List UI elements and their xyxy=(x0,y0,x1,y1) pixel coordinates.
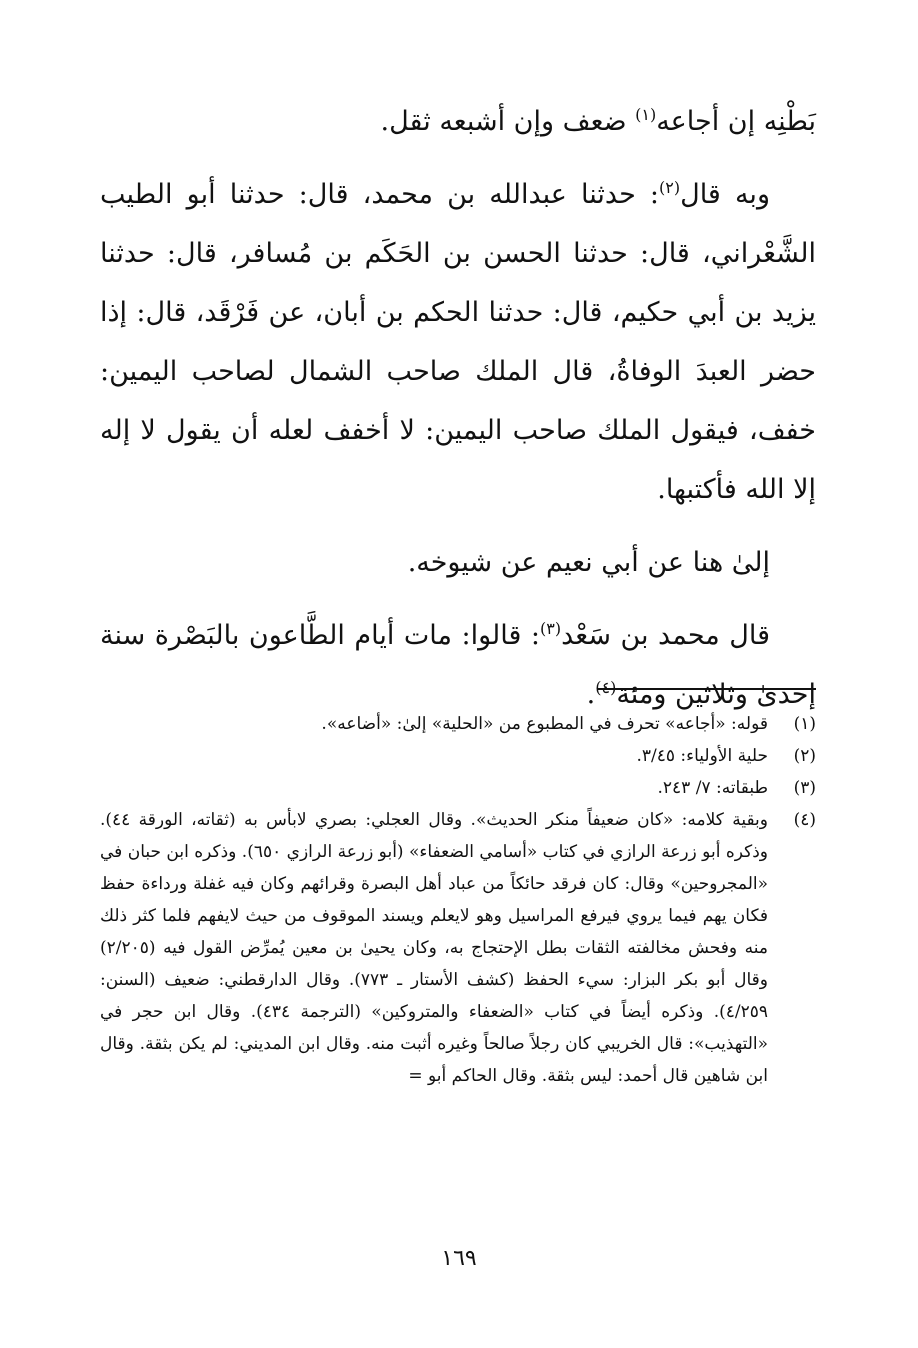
footnotes xyxy=(100,708,816,1092)
paragraph-2-end: : حدثنا عبدالله بن محمد، قال: حدثنا أبو الطيب الشَّعْراني، قال: حدثنا الحسن بن الحَكَم بن مُسافر، قال: حدثنا يزيد بن أبي حكيم، قال: حدثنا الحكم بن أبان، عن فَرْقَد، قال: إذا حضر العبدَ الوفاةُ، قال الملك صاحب الشمال لصاحب اليمين: خفف، فيقول الملك صاحب اليمين: لا أخفف لعله أن يقول لا إله إلا الله فأكتبها. xyxy=(100,179,816,505)
footnote-ref-2[interactable]: (٢) xyxy=(658,178,681,197)
footnote-1 xyxy=(100,708,816,740)
paragraph-4-end: . xyxy=(586,679,596,710)
footnote-text: حلية الأولياء: ٣/٤٥. xyxy=(636,746,768,766)
paragraph-2-start: وبه قال xyxy=(680,179,770,210)
paragraph-1 xyxy=(100,92,816,151)
paragraph-4 xyxy=(100,606,816,724)
footnote-text: وبقية كلامه: «كان ضعيفاً منكر الحديث». وقال العجلي: بصري لابأس به (ثقاته، الورقة ٤٤). وذكره أبو زرعة الرازي في كتاب «أسامي الضعفاء» (أبو زرعة الرازي ٦٥٠). وذكره ابن حبان في «المجروحين» وقال: كان فرقد حائكاً من عباد أهل البصرة وقرائهم وكان فيه غفلة ورداءة حفظ فكان يهم فيما يروي فيرفع المراسيل وهو لايعلم ويسند الموقوف من حيث لايفهم فلما كثر ذلك منه وفحش مخالفته الثقات بطل الإحتجاج به، وكان يحيىٰ بن معين يُمرِّض القول فيه (٢/٢٠٥) وقال أبو بكر البزار: سيء الحفظ (كشف الأستار ـ ٧٧٣). وقال الدارقطني: ضعيف (السنن: ٤/٢٥٩). وذكره أيضاً في كتاب «الضعفاء والمتروكين» (الترجمة ٤٣٤). وقال ابن حجر في «التهذيب»: قال الخريبي كان رجلاً صالحاً وغيره أثبت منه. وقال ابن المديني: لم يكن بثقة. وقال ابن شاهين قال أحمد: ليس بثقة. وقال الحاكم أبو = xyxy=(100,810,769,1086)
main-text xyxy=(100,92,816,738)
footnote-separator xyxy=(598,688,816,690)
footnote-4 xyxy=(100,804,816,1092)
page-number: ١٦٩ xyxy=(441,1246,477,1271)
footnote-number: (١) xyxy=(793,714,816,734)
paragraph-2 xyxy=(100,165,816,519)
paragraph-1-start: بَطْنِه إن أجاعه xyxy=(656,106,816,137)
footnote-number: (٣) xyxy=(793,778,816,798)
footnote-number: (٢) xyxy=(793,746,816,766)
footnote-ref-3[interactable]: (٣) xyxy=(540,619,562,638)
paragraph-1-end: ضعف وإن أشبعه ثقل. xyxy=(380,106,636,137)
footnote-text: طبقاته: ٧/ ٢٤٣. xyxy=(657,778,768,798)
footnote-number: (٤) xyxy=(793,810,816,830)
paragraph-3: إلىٰ هنا عن أبي نعيم عن شيوخه. xyxy=(407,547,770,578)
footnote-ref-4[interactable]: (٤) xyxy=(595,678,617,697)
paragraph-4-start: قال محمد بن سَعْد xyxy=(561,620,771,651)
paragraph-4-middle: : قالوا: مات أيام الطَّاعون بالبَصْرة سنة إحدىٰ وثلاثين ومئة xyxy=(100,620,816,710)
footnote-text: قوله: «أجاعه» تحرف في المطبوع من «الحلية» إلىٰ: «أضاعه». xyxy=(321,714,768,734)
footnote-ref-1[interactable]: (١) xyxy=(635,105,657,124)
footnote-2 xyxy=(100,740,816,772)
footnote-3 xyxy=(100,772,816,804)
